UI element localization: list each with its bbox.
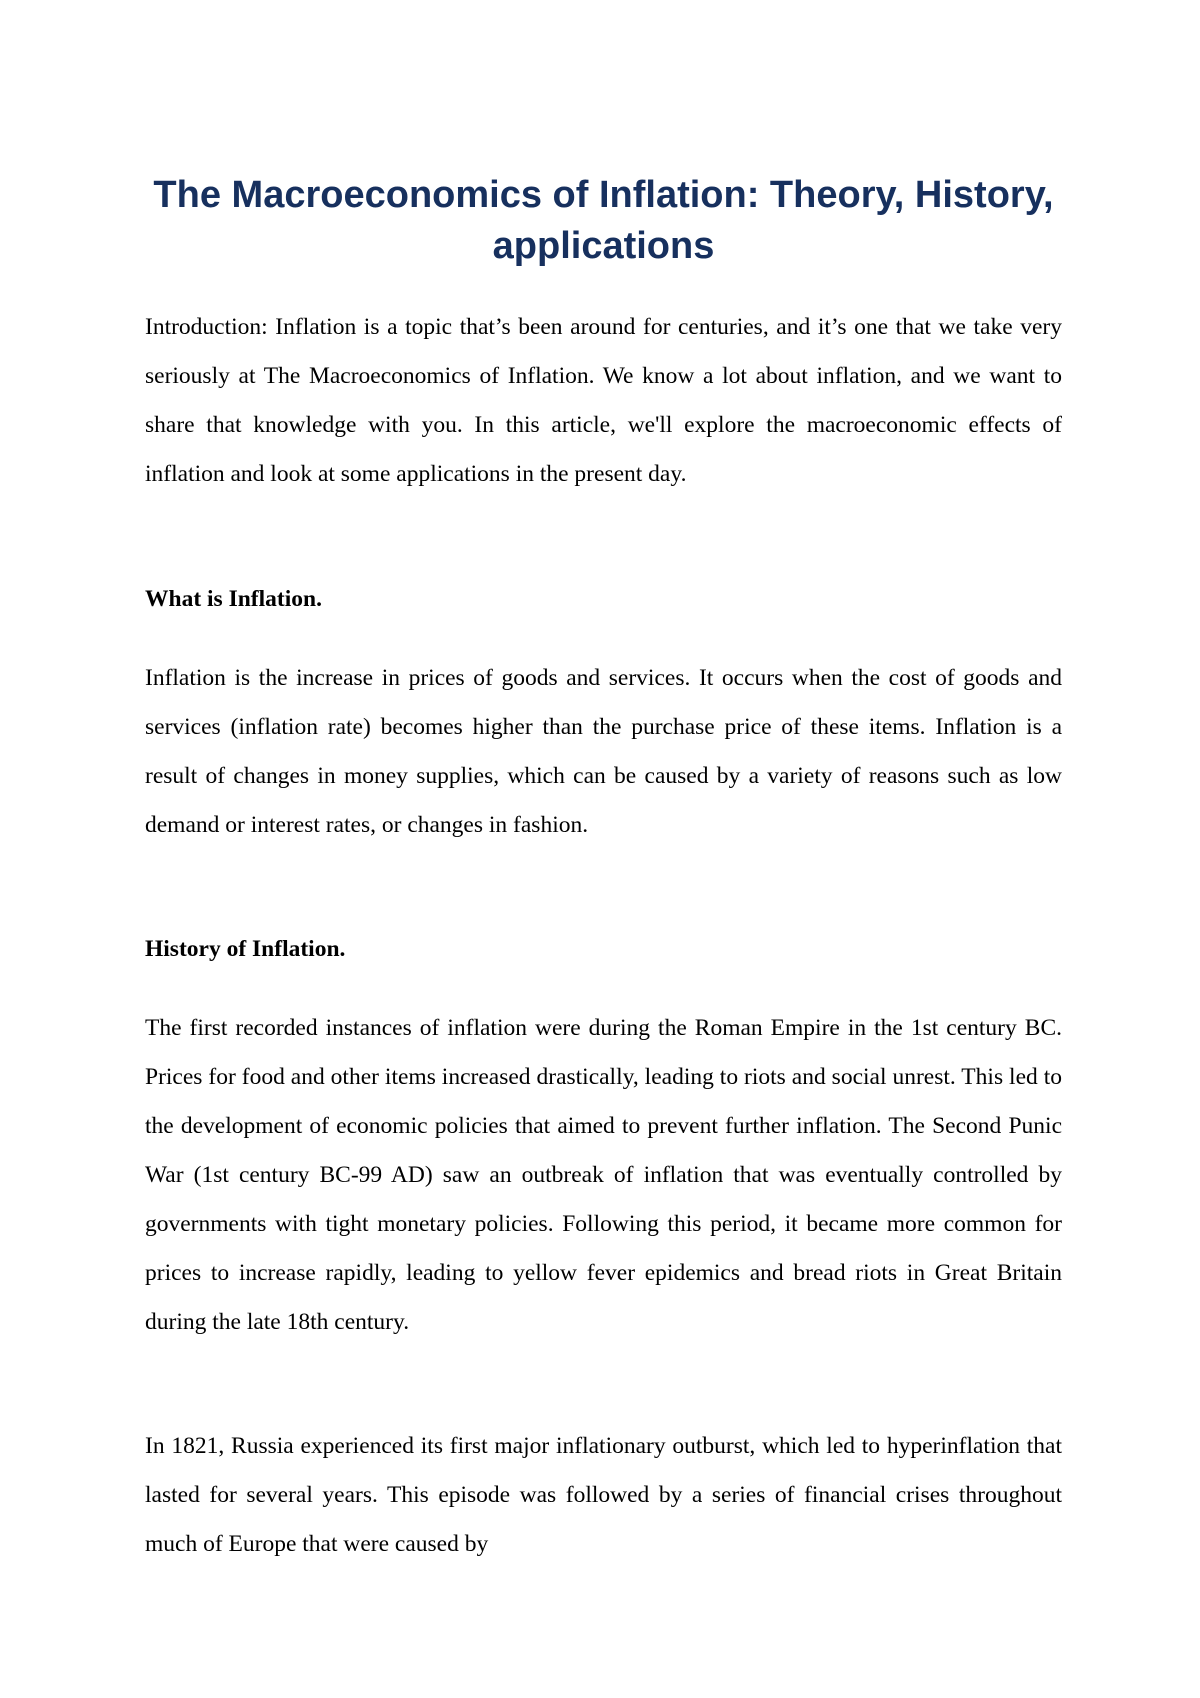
section-paragraph-history-1: The first recorded instances of inflation were during the Roman Empire in the 1st century BC. Prices for food and other items increased drastically, leading to riots and social unrest. This led to the development of economic policies that aimed to prevent further inflation. The Second Punic War (1st century BC-99 AD) saw an outbreak of inflation that was eventually controlled by governments with tight monetary policies. Following this period, it became more common for prices to increase rapidly, leading to yellow fever epidemics and bread riots in Great Britain during the late 18th century.: [145, 1015, 1062, 1335]
section-heading-history-of-inflation: History of Inflation.: [145, 936, 346, 962]
section-paragraph-history-2: In 1821, Russia experienced its first major inflationary outburst, which led to hyperinflation that lasted for several years. This episode was followed by a series of financial crises throughout much of Europe that were caused by: [145, 1433, 1062, 1557]
section-heading-what-is-inflation: What is Inflation.: [145, 586, 322, 612]
document-title: The Macroeconomics of Inflation: Theory, History, applications: [153, 174, 1054, 267]
section-paragraph-what-is-inflation: Inflation is the increase in prices of goods and services. It occurs when the cost of goods and services (inflation rate) becomes higher than the purchase price of these items. Inflation is a result of changes in money supplies, which can be caused by a variety of reasons such as low demand or interest rates, or changes in fashion.: [145, 665, 1062, 838]
intro-paragraph: Introduction: Inflation is a topic that’s been around for centuries, and it’s one that we take very seriously at The Macroeconomics of Inflation. We know a lot about inflation, and we want to share that knowledge with you. In this article, we'll explore the macroeconomic effects of inflation and look at some applications in the present day.: [145, 314, 1062, 487]
